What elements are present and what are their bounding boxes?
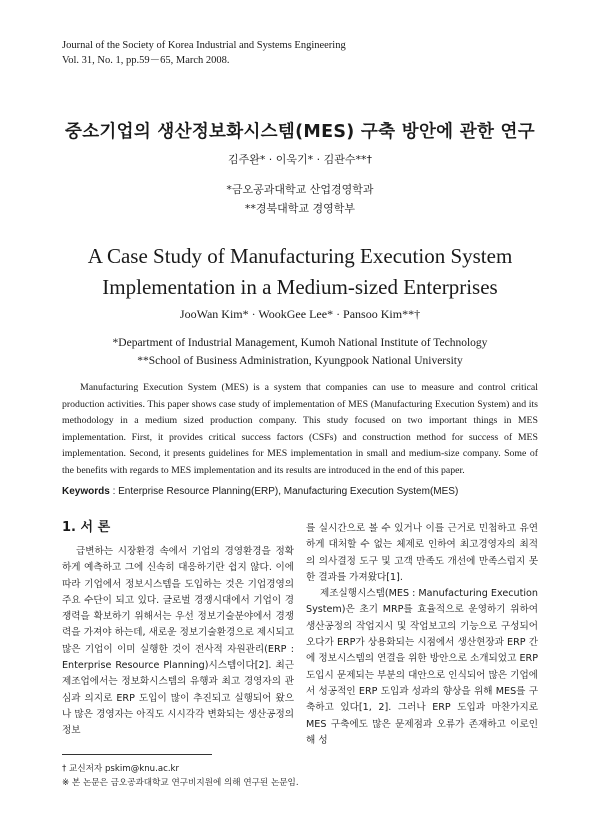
- korean-affiliation-1: *금오공과대학교 산업경영학과: [226, 183, 374, 196]
- body-paragraph: 제조실행시스템(MES : Manufacturing Execution System)은 초기 MRP를 효율적으로 운영하기 위하여 생산공정의 작업지시 및 작업보고의 기능으로 구성되어 오다가 ERP가 상용화되는 시점에서 생산현장과 ERP 간에 정보시스템의 연결을 위한 방안으로 소개되었고 ERP 도입시 문제되는 부분의 대안으로 인식되어 많은 기업에서 성공적인 ERP 도입과 성과의 향상을 위해 MES를 구축하고 있다[1, 2]. 그러나 ERP 도입과 마찬가지로 MES 구축에도 많은 문제점과 오류가 존재하고 이로인해 성: [306, 588, 538, 746]
- english-title-line-1: A Case Study of Manufacturing Execution System: [87, 244, 513, 268]
- body-paragraph: 를 실시간으로 볼 수 있거나 이를 근거로 민첩하고 유연하게 대처할 수 없는 체제로 인하여 최고경영자의 최적의 의사결정 도구 및 고객 만족도 개선에 만족스럽지 못한 결과를 가져왔다[1].: [306, 523, 538, 583]
- korean-title: 중소기업의 생산정보화시스템(MES) 구축 방안에 관한 연구: [65, 122, 535, 142]
- body-column-left: [62, 544, 294, 740]
- korean-affiliation-2: **경북대학교 경영학부: [244, 202, 356, 215]
- korean-authors: 김주완* · 이욱기* · 김관수**†: [227, 153, 373, 166]
- english-affiliation-1: *Department of Industrial Management, Kumoh National Institute of Technology: [112, 337, 488, 349]
- journal-name: Journal of the Society of Korea Industrial and Systems Engineering: [62, 40, 346, 51]
- keywords-text: Enterprise Resource Planning(ERP), Manufacturing Execution System(MES): [118, 486, 459, 497]
- corresponding-author-note: † 교신저자 pskim@knu.ac.kr: [62, 764, 180, 774]
- english-title: [0, 241, 600, 303]
- funding-note: ※ 본 논문은 금오공과대학교 연구비지원에 의해 연구된 논문임.: [62, 778, 299, 788]
- body-column-right: [306, 521, 538, 749]
- footnote-divider: [62, 754, 212, 755]
- abstract: Manufacturing Execution System (MES) is a system that companies can use to measure and control critical production activities. This paper shows case study of implementation of MES (Manufacturing Execution System) and its methodology in a medium sized production company. This study focused on two important things in MES implementation. First, it provides critical success factors (CSFs) and construction method for success of MES implementation. Second, it presents guidelines for MES implementation in small and medium-size company. Some of the benefits with regards to MES implementation and its results are introduced in the end of this paper.: [62, 382, 538, 476]
- english-title-line-2: Implementation in a Medium-sized Enterprises: [102, 275, 498, 299]
- keywords-label: Keywords: [62, 486, 110, 497]
- section-heading: 1. 서 론: [62, 520, 111, 535]
- journal-header: [62, 38, 346, 68]
- keywords: [62, 486, 538, 497]
- english-authors: JooWan Kim* · WookGee Lee* · Pansoo Kim**†: [179, 307, 421, 321]
- footnotes: [62, 762, 299, 790]
- english-affiliations: [0, 334, 600, 370]
- korean-affiliations: [0, 180, 600, 218]
- keywords-separator: :: [109, 486, 119, 497]
- english-affiliation-2: **School of Business Administration, Kyungpook National University: [137, 355, 463, 367]
- body-paragraph: 급변하는 시장환경 속에서 기업의 경영환경을 정확하게 예측하고 그에 신속히 대응하기란 쉽지 않다. 이에 따라 기업에서 정보시스템을 도입하는 것은 기업경영의 주요 수단이 되고 있다. 글로벌 경쟁시대에서 기업이 경쟁력을 확보하기 위해서는 우선 정보기술분야에서 경쟁력을 가져야 하는데, 새로운 정보기술환경으로 제시되고 많은 기업이 이미 실행한 것이 전사적 자원관리(ERP : Enterprise Resource Planning)시스템이다[2]. 최근 제조업에서는 정보화시스템의 유행과 최고 경영자의 관심과 의지로 ERP 도입이 많이 추진되고 실행되어 왔으나 많은 경영자는 아직도 시시각각 변화되는 생산공정의 정보: [62, 546, 294, 737]
- journal-volume: Vol. 31, No. 1, pp.59－65, March 2008.: [62, 55, 230, 66]
